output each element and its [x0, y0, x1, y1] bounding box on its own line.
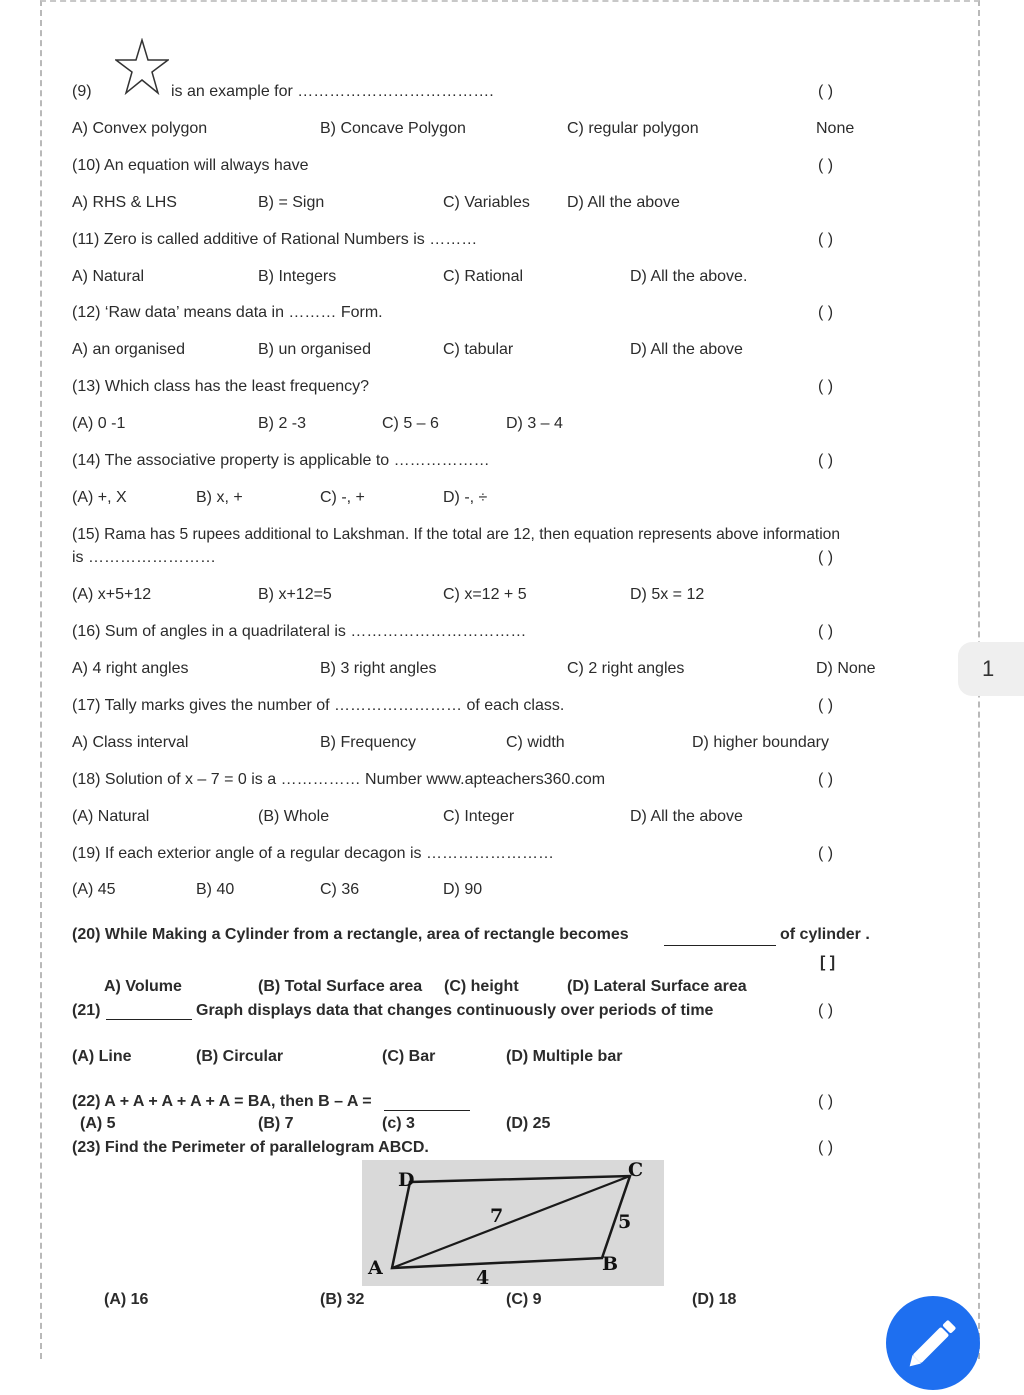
- side-length-7: 7: [490, 1205, 504, 1227]
- q16-option-c: C) 2 right angles: [567, 660, 685, 677]
- q20-option-c: (C) height: [444, 978, 519, 995]
- q20-blank-line: [664, 925, 776, 946]
- q19-answer-bracket: ( ): [818, 845, 834, 862]
- q13-text: (13) Which class has the least frequency?: [72, 378, 370, 395]
- q9-option-c: C) regular polygon: [567, 120, 699, 137]
- q13-answer-bracket: ( ): [818, 378, 834, 395]
- q12-option-a: A) an organised: [72, 341, 185, 358]
- side-length-5: 5: [618, 1211, 632, 1233]
- q15-option-b: B) x+12=5: [258, 586, 332, 603]
- page-number-badge: 1: [958, 642, 1024, 696]
- q10-option-b: B) = Sign: [258, 194, 325, 211]
- q22-option-d: (D) 25: [506, 1115, 551, 1132]
- q9-option-b: B) Concave Polygon: [320, 120, 466, 137]
- q22-answer-bracket: ( ): [818, 1093, 834, 1110]
- q18-answer-bracket: ( ): [818, 771, 834, 788]
- q16-text: (16) Sum of angles in a quadrilateral is ……………………………: [72, 623, 527, 640]
- q20-text: (20) While Making a Cylinder from a rectangle, area of rectangle becomes: [72, 926, 629, 943]
- q9-option-a: A) Convex polygon: [72, 120, 208, 137]
- q10-answer-bracket: ( ): [818, 157, 834, 174]
- q17-option-a: A) Class interval: [72, 734, 189, 751]
- vertex-label-c: C: [628, 1160, 644, 1181]
- q11-option-a: A) Natural: [72, 268, 145, 285]
- q22-text: (22) A + A + A + A + A = BA, then B – A =: [72, 1093, 372, 1110]
- q10-option-d: D) All the above: [567, 194, 680, 211]
- q12-answer-bracket: ( ): [818, 304, 834, 321]
- q11-answer-bracket: ( ): [818, 231, 834, 248]
- q18-option-d: D) All the above: [630, 808, 743, 825]
- q9-option-d: None: [816, 120, 855, 137]
- q15-option-c: C) x=12 + 5: [443, 586, 527, 603]
- q19-option-c: C) 36: [320, 881, 360, 898]
- q21-blank-line: [106, 1001, 192, 1020]
- q15-text-continued: is ……………………: [72, 549, 216, 566]
- vertex-label-d: D: [398, 1169, 415, 1191]
- q9-answer-bracket: ( ): [818, 83, 834, 100]
- q20-option-b: (B) Total Surface area: [258, 978, 423, 995]
- q15-text: (15) Rama has 5 rupees additional to Lakshman. If the total are 12, then equation represents above information: [72, 526, 841, 543]
- parallelogram-diagram: [362, 1160, 664, 1286]
- q14-answer-bracket: ( ): [818, 452, 834, 469]
- star-polygon-icon: [115, 38, 169, 96]
- q13-option-a: (A) 0 -1: [72, 415, 126, 432]
- q22-option-c: (c) 3: [382, 1115, 415, 1132]
- q17-answer-bracket: ( ): [818, 697, 834, 714]
- q19-text: (19) If each exterior angle of a regular decagon is ……………………: [72, 845, 554, 862]
- q15-answer-bracket: ( ): [818, 549, 834, 566]
- q14-option-d: D) -, ÷: [443, 489, 488, 506]
- q13-option-b: B) 2 -3: [258, 415, 307, 432]
- q18-option-b: (B) Whole: [258, 808, 330, 825]
- q20-answer-bracket: [ ]: [820, 954, 836, 971]
- q18-text: (18) Solution of x – 7 = 0 is a …………… Number www.apteachers360.com: [72, 771, 606, 788]
- q23-option-c: (C) 9: [506, 1291, 542, 1308]
- q21-option-c: (C) Bar: [382, 1048, 436, 1065]
- q21-text: Graph displays data that changes continuously over periods of time: [196, 1002, 714, 1019]
- q23-answer-bracket: ( ): [818, 1139, 834, 1156]
- q21-option-d: (D) Multiple bar: [506, 1048, 623, 1065]
- q14-text: (14) The associative property is applicable to ………………: [72, 452, 490, 469]
- q13-option-c: C) 5 – 6: [382, 415, 439, 432]
- q13-option-d: D) 3 – 4: [506, 415, 563, 432]
- q12-text: (12) ‘Raw data’ means data in ……… Form.: [72, 304, 383, 321]
- q21-number: (21): [72, 1002, 101, 1019]
- q22-blank-line: [384, 1092, 470, 1111]
- q17-option-b: B) Frequency: [320, 734, 417, 751]
- q12-option-c: C) tabular: [443, 341, 514, 358]
- q21-option-b: (B) Circular: [196, 1048, 284, 1065]
- q16-option-b: B) 3 right angles: [320, 660, 437, 677]
- q23-option-d: (D) 18: [692, 1291, 737, 1308]
- q16-answer-bracket: ( ): [818, 623, 834, 640]
- q12-option-b: B) un organised: [258, 341, 371, 358]
- q11-option-c: C) Rational: [443, 268, 524, 285]
- q14-option-a: (A) +, X: [72, 489, 127, 506]
- q10-option-c: C) Variables: [443, 194, 530, 211]
- q17-option-c: C) width: [506, 734, 565, 751]
- q15-option-a: (A) x+5+12: [72, 586, 152, 603]
- q22-option-b: (B) 7: [258, 1115, 294, 1132]
- q19-option-d: D) 90: [443, 881, 483, 898]
- q23-option-b: (B) 32: [320, 1291, 365, 1308]
- q11-option-d: D) All the above.: [630, 268, 748, 285]
- q18-option-c: C) Integer: [443, 808, 515, 825]
- vertex-label-a: A: [368, 1257, 383, 1279]
- q21-option-a: (A) Line: [72, 1048, 132, 1065]
- q11-option-b: B) Integers: [258, 268, 337, 285]
- q11-text: (11) Zero is called additive of Rational Numbers is ………: [72, 231, 478, 248]
- q15-option-d: D) 5x = 12: [630, 586, 705, 603]
- q16-option-d: D) None: [816, 660, 876, 677]
- q20-text-end: of cylinder .: [780, 926, 870, 943]
- q22-option-a: (A) 5: [80, 1115, 116, 1132]
- parallelogram-figure: [362, 1160, 664, 1286]
- q10-option-a: A) RHS & LHS: [72, 194, 177, 211]
- q20-option-d: (D) Lateral Surface area: [567, 978, 747, 995]
- q21-answer-bracket: ( ): [818, 1002, 834, 1019]
- q14-option-c: C) -, +: [320, 489, 365, 506]
- q17-text: (17) Tally marks gives the number of …………………… of each class.: [72, 697, 565, 714]
- q14-option-b: B) x, +: [196, 489, 243, 506]
- q12-option-d: D) All the above: [630, 341, 743, 358]
- q16-option-a: A) 4 right angles: [72, 660, 189, 677]
- q23-option-a: (A) 16: [104, 1291, 149, 1308]
- edit-button[interactable]: [886, 1296, 980, 1390]
- side-length-4: 4: [476, 1267, 490, 1286]
- q20-option-a: A) Volume: [104, 978, 182, 995]
- q18-option-a: (A) Natural: [72, 808, 150, 825]
- pencil-icon: [886, 1296, 980, 1390]
- q23-text: (23) Find the Perimeter of parallelogram ABCD.: [72, 1139, 429, 1156]
- vertex-label-b: B: [602, 1253, 619, 1275]
- q10-text: (10) An equation will always have: [72, 157, 309, 174]
- q17-option-d: D) higher boundary: [692, 734, 829, 751]
- q9-number: (9): [72, 83, 92, 100]
- q9-text: is an example for ……………………………….: [171, 83, 494, 100]
- q19-option-a: (A) 45: [72, 881, 116, 898]
- q19-option-b: B) 40: [196, 881, 235, 898]
